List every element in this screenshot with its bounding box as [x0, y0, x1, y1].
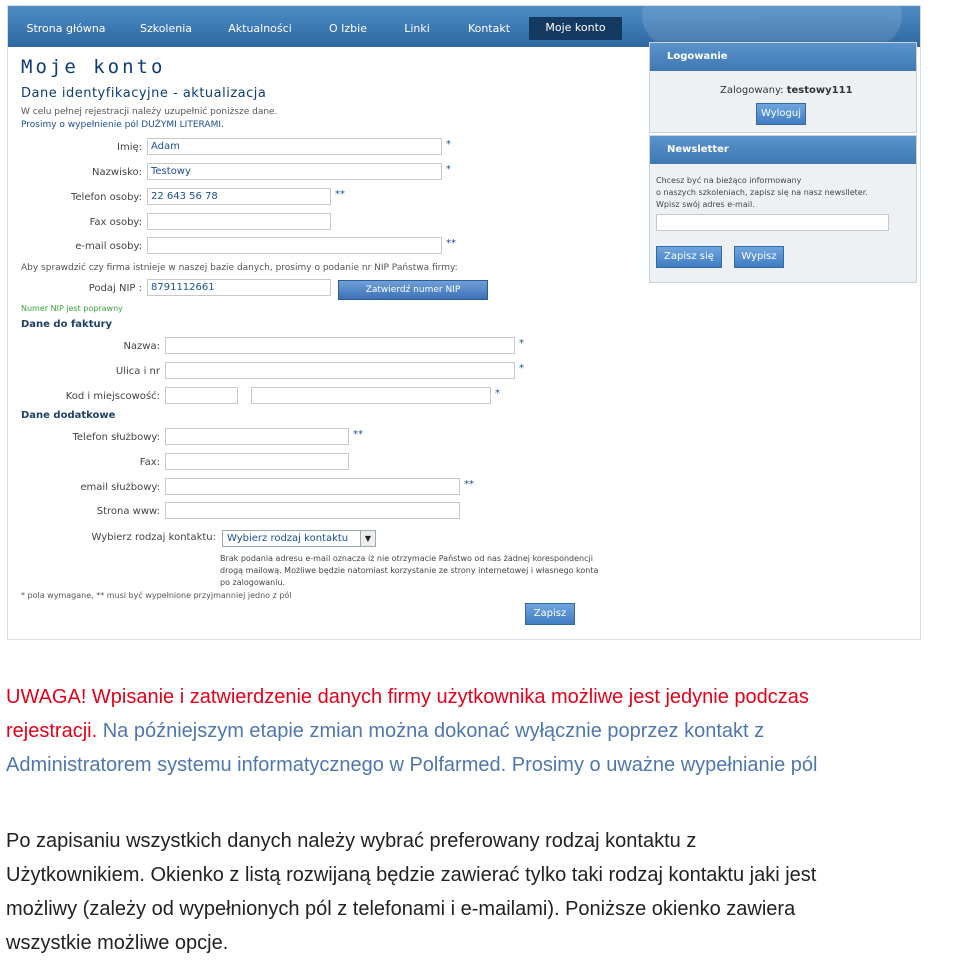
- nazwisko-input[interactable]: Testowy: [147, 163, 442, 180]
- required-star: *: [519, 338, 524, 349]
- fax-sluzbowy-input[interactable]: [165, 453, 349, 470]
- nav-decoration: [642, 5, 902, 46]
- info-paragraph: [6, 824, 956, 960]
- imie-input[interactable]: Adam: [147, 138, 442, 155]
- info-line: Po zapisaniu wszystkich danych należy wybrać preferowany rodzaj kontaktu z: [6, 830, 697, 852]
- imie-label: Imię:: [117, 142, 142, 153]
- intro-uppercase-note: Prosimy o wypełnienie pól DUŻYMI LITERAMI.: [21, 120, 224, 130]
- save-button[interactable]: Zapisz: [525, 603, 575, 625]
- warning-line: Administratorem systemu informatycznego w Polfarmed. Prosimy o uważne wypełnianie pól: [6, 754, 818, 776]
- email-input[interactable]: [147, 237, 442, 254]
- nav-item-linki[interactable]: Linki: [404, 22, 430, 35]
- www-label: Strona www:: [96, 506, 160, 517]
- either-star: **: [464, 479, 474, 490]
- nip-input[interactable]: 8791112661: [147, 279, 331, 296]
- kod-input[interactable]: [165, 387, 238, 404]
- telefon-input[interactable]: 22 643 56 78: [147, 188, 331, 205]
- email-note: [220, 553, 630, 589]
- nav-item-moje-konto[interactable]: Moje konto: [529, 17, 622, 40]
- info-line: możliwy (zależy od wypełnionych pól z telefonami i e-mailami). Poniższe okienko zawiera: [6, 898, 796, 920]
- note-line: Brak podania adresu e-mail oznacza iż nie otrzymacie Państwo od nas żadnej korespondencji: [220, 554, 593, 563]
- fax-label: Fax osoby:: [89, 217, 142, 228]
- telefon-sluzbowy-input[interactable]: [165, 428, 349, 445]
- unsubscribe-button[interactable]: Wypisz: [734, 246, 784, 268]
- nazwa-label: Nazwa:: [123, 341, 160, 352]
- www-input[interactable]: [165, 502, 460, 519]
- nip-question: Aby sprawdzić czy firma istnieje w naszej bazie danych, prosimy o podanie nr NIP Państwa firmy:: [21, 263, 458, 273]
- nazwa-input[interactable]: [165, 337, 515, 354]
- newsletter-header: Newsletter: [650, 136, 916, 164]
- warning-line: UWAGA! Wpisanie i zatwierdzenie danych firmy użytkownika możliwe jest jedynie podczas: [6, 686, 809, 708]
- nav-item-szkolenia[interactable]: Szkolenia: [139, 22, 193, 35]
- nav-item-aktualnosci[interactable]: Aktualności: [228, 22, 292, 35]
- nip-label: Podaj NIP :: [88, 283, 142, 294]
- warning-paragraph: [6, 680, 956, 782]
- email-label: e-mail osoby:: [75, 241, 142, 252]
- logout-button[interactable]: Wyloguj: [756, 103, 806, 125]
- info-line: wszystkie możliwe opcje.: [6, 932, 229, 954]
- newsletter-line: Wpisz swój adres e-mail.: [656, 200, 755, 209]
- miejscowosc-input[interactable]: [251, 387, 491, 404]
- telefon-label: Telefon osoby:: [70, 192, 142, 203]
- note-line: po zalogowaniu.: [220, 578, 286, 587]
- contact-type-value: Wybierz rodzaj kontaktu: [227, 533, 349, 544]
- note-line: drogą mailową. Możliwe będzie natomiast korzystanie ze strony internetowej i własnego konta: [220, 566, 599, 575]
- email-sluzbowy-input[interactable]: [165, 478, 460, 495]
- nav-item-home[interactable]: Strona główna: [26, 22, 106, 35]
- required-star: *: [446, 139, 451, 150]
- nazwisko-label: Nazwisko:: [92, 167, 142, 178]
- newsletter-email-input[interactable]: [656, 214, 889, 231]
- login-header: Logowanie: [650, 43, 916, 71]
- required-star: *: [519, 363, 524, 374]
- warning-line: [6, 714, 956, 748]
- fax-input[interactable]: [147, 213, 331, 230]
- newsletter-line: o naszych szkoleniach, zapisz się na nasz newslleter.: [656, 188, 868, 197]
- nav-item-o-izbie[interactable]: O Izbie: [329, 22, 367, 35]
- subscribe-button[interactable]: Zapisz się: [656, 246, 722, 268]
- nip-valid-message: Numer NIP jest poprawny: [21, 304, 123, 313]
- ulica-input[interactable]: [165, 362, 515, 379]
- required-star: *: [495, 388, 500, 399]
- either-star: **: [446, 238, 456, 249]
- logged-prefix: Zalogowany:: [720, 85, 784, 96]
- dropdown-arrow-icon[interactable]: ▼: [360, 531, 375, 546]
- warning-red-text: rejestracji.: [6, 720, 98, 742]
- telefon-sluzbowy-label: Telefon służbowy:: [72, 432, 160, 443]
- kod-miejscowosc-label: Kod i miejscowość:: [65, 391, 160, 402]
- required-star: *: [446, 164, 451, 175]
- additional-section-header: Dane dodatkowe: [21, 410, 116, 421]
- newsletter-line: Chcesz być na bieżąco informowany: [656, 176, 802, 185]
- contact-type-label: Wybierz rodzaj kontaktu:: [91, 532, 216, 543]
- newsletter-panel: [649, 135, 917, 283]
- either-star: **: [335, 189, 345, 200]
- confirm-nip-button[interactable]: Zatwierdź numer NIP: [338, 280, 488, 300]
- screenshot-frame: [7, 5, 921, 640]
- info-line: Użytkownikiem. Okienko z listą rozwijaną będzie zawierać tylko taki rodzaj kontaktu jaki jest: [6, 864, 817, 886]
- required-fields-legend: * pola wymagane, ** musi być wypełnione przyjmanniej jedno z pól: [21, 591, 292, 600]
- email-sluzbowy-label: email służbowy:: [80, 482, 160, 493]
- login-panel: [649, 42, 917, 133]
- logged-in-info: [720, 85, 853, 96]
- username: testowy111: [786, 85, 853, 96]
- top-navigation: [8, 6, 921, 47]
- nav-item-kontakt[interactable]: Kontakt: [467, 22, 511, 35]
- fax-sluzbowy-label: Fax:: [139, 457, 160, 468]
- invoice-section-header: Dane do faktury: [21, 319, 113, 330]
- newsletter-description: [656, 175, 868, 211]
- ulica-label: Ulica i nr: [115, 366, 160, 377]
- section-title: Dane identyfikacyjne - aktualizacja: [21, 86, 267, 101]
- contact-type-select[interactable]: [222, 530, 376, 547]
- page-title: Moje konto: [21, 56, 166, 78]
- warning-blue-text: Na późniejszym etapie zmian można dokonać wyłącznie poprzez kontakt z: [97, 720, 765, 742]
- either-star: **: [353, 429, 363, 440]
- intro-text: W celu pełnej rejestracji należy uzupełnić poniższe dane.: [21, 107, 278, 117]
